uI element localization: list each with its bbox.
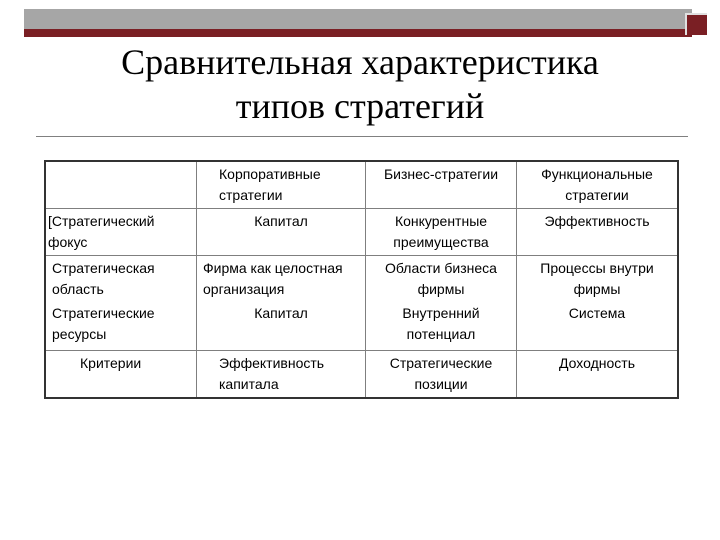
title-divider xyxy=(36,136,688,137)
cell-area-business xyxy=(366,256,517,351)
cell-focus-functional: Эффективность xyxy=(517,209,679,256)
corner-accent-square xyxy=(685,13,707,35)
header-empty-cell xyxy=(45,161,197,209)
business-area-text: Области бизнеса фирмы xyxy=(385,260,497,297)
cell-area-corporate xyxy=(197,256,366,351)
business-resources-text: Внутренний потенциал xyxy=(402,305,480,342)
cell-focus-business: Конкурентные преимущества xyxy=(366,209,517,256)
cell-area-functional xyxy=(517,256,679,351)
corporate-area-text: Фирма как целостная организация xyxy=(203,260,343,297)
table-row-focus xyxy=(45,209,678,256)
cell-criteria-functional: Доходность xyxy=(517,351,679,399)
header-business: Бизнес-стратегии xyxy=(366,161,517,209)
slide-title-line-1: Сравнительная характеристика xyxy=(121,42,599,82)
table-row-criteria xyxy=(45,351,678,399)
strategy-comparison-table xyxy=(44,160,679,399)
header-gray-bar xyxy=(24,9,692,29)
table-row-area-resources xyxy=(45,256,678,351)
header-corporate: Корпоративные стратегии xyxy=(197,161,366,209)
row-label-focus: [Стратегический фокус xyxy=(45,209,197,256)
row-label-resources: Стратегические ресурсы xyxy=(52,305,155,342)
functional-area-text: Процессы внутри фирмы xyxy=(540,260,654,297)
slide-title xyxy=(30,40,690,128)
row-label-area: Стратегическая область xyxy=(52,260,155,297)
slide-title-line-2: типов стратегий xyxy=(235,86,485,126)
functional-resources-text: Система xyxy=(568,305,626,321)
corporate-resources-text: Капитал xyxy=(254,305,308,321)
header-accent-bar xyxy=(24,29,692,37)
cell-criteria-business: Стратегические позиции xyxy=(366,351,517,399)
row-label-criteria: Критерии xyxy=(45,351,197,399)
table-header-row xyxy=(45,161,678,209)
header-functional: Функциональные стратегии xyxy=(517,161,679,209)
cell-criteria-corporate: Эффективность капитала xyxy=(197,351,366,399)
row-label-area-resources xyxy=(45,256,197,351)
cell-focus-corporate: Капитал xyxy=(197,209,366,256)
